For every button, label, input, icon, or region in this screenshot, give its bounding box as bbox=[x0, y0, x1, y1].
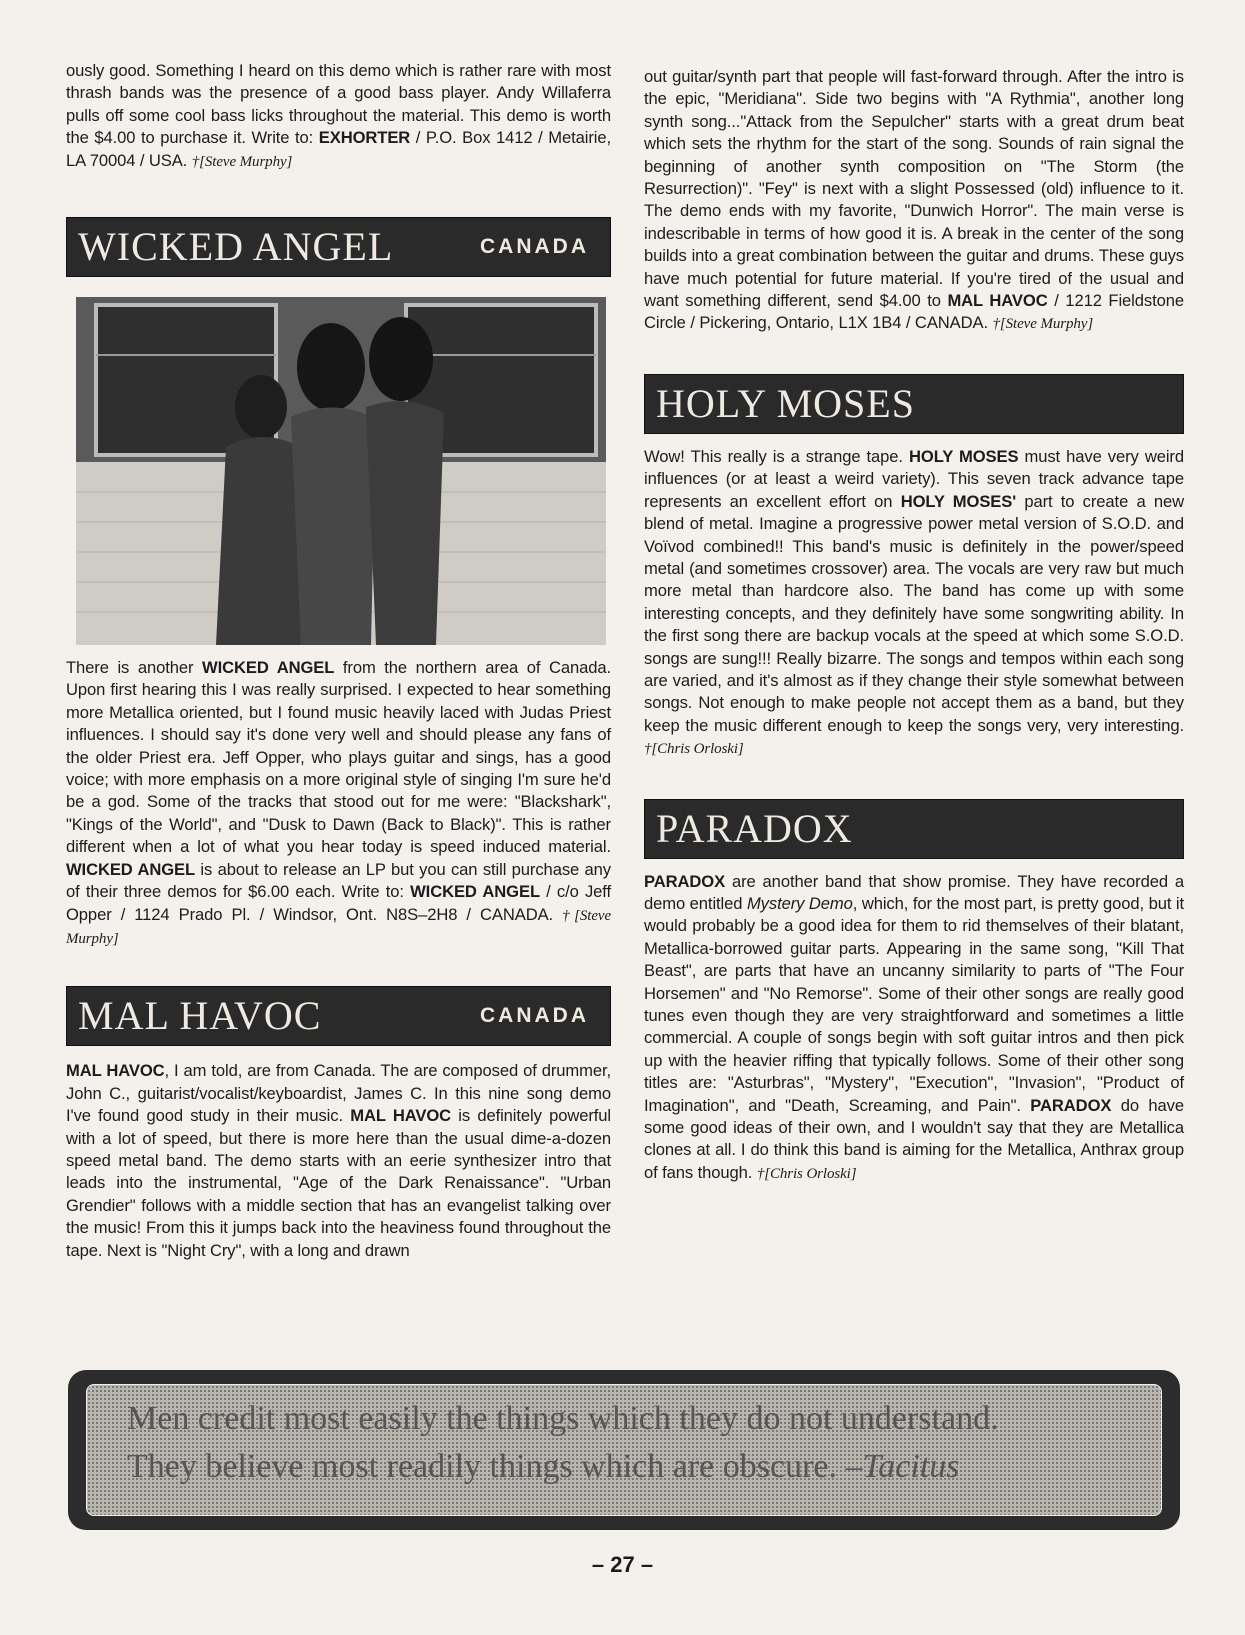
right-column bbox=[644, 66, 1184, 1185]
demo-title: Mystery Demo bbox=[746, 893, 853, 913]
band-name: MAL HAVOC bbox=[350, 1106, 452, 1126]
band-name: PARADOX bbox=[644, 871, 726, 891]
reviewer-signature: †[Steve Murphy] bbox=[191, 153, 293, 170]
quote-line-2: They believe most readily things which are obscure. –Tacitus bbox=[127, 1448, 960, 1485]
band-name: WICKED ANGEL bbox=[410, 882, 540, 902]
quote-panel bbox=[86, 1384, 1162, 1516]
section-title: MAL HAVOC bbox=[78, 993, 322, 1039]
quote-author: –Tacitus bbox=[845, 1448, 960, 1485]
reviewer-signature: †[Steve Murphy] bbox=[66, 907, 612, 947]
reviewer-signature: †[Chris Orloski] bbox=[644, 741, 744, 758]
wicked-angel-review: There is another WICKED ANGEL from the northern area of Canada. Upon first hearing this I was really surprised. I expected to hear something more Metallica oriented, but I found music heavily laced with Judas Priest influences. I should say it's done very well and should please any fans of the older Priest era. Jeff Opper, who plays guitar and sings, has a good voice; with more emphasis on a more original style of singing I'm sure he'd be a god. Some of the tracks that stood out for me were: "Blackshark", "Kings of the World", and "Dusk to Dawn (Back to Black)". This is rather different when a lot of what you hear today is speed induced material. WICKED ANGEL is about to release an LP but you can still purchase any of their three demos for $6.00 each. Write to: WICKED ANGEL / c/o Jeff Opper / 1124 Prado Pl. / Windsor, Ont. N8S–2H8 / CANADA. †[Steve Murphy] bbox=[66, 658, 612, 947]
band-name: HOLY MOSES' bbox=[900, 491, 1017, 511]
mal-havoc-review-cont: out guitar/synth part that people will fast-forward through. After the intro is the epic, "Meridiana". Side two begins with "A Rythmia", another long synth song..."Attack from the Sepulcher" starts with a great drum beat which sets the rhythm for the start of the song. Sounds of rain signal the beginning of another synth composition on "The Storm (the Resurrection)". "Fey" is next with a slight Possessed (old) influence to it. The demo ends with my favorite, "Dunwich Horror". The main verse is indescribable in terms of how good it is. A break in the center of the song builds into a great combination between the guitar and drums. These guys have much potential for future material. If you're tired of the usual and want something different, send $4.00 to MAL HAVOC / 1212 Fieldstone Circle / Pickering, Ontario, L1X 1B4 / CANADA. †[Steve Murphy] bbox=[644, 67, 1184, 333]
paradox-header bbox=[644, 799, 1184, 859]
band-name: WICKED ANGEL bbox=[66, 859, 196, 879]
exhorter-review-end: ously good. Something I heard on this demo which is rather rare with most thrash bands was the presence of a good bass player. Andy Willaferra pulls off some cool bass licks throughout the material. This demo is worth the $4.00 to purchase it. Write to: EXHORTER / P.O. Box 1412 / Metairie, LA 70004 / USA. †[Steve Murphy] bbox=[66, 61, 612, 170]
band-name: MAL HAVOC bbox=[947, 291, 1048, 311]
section-title: PARADOX bbox=[656, 805, 853, 851]
mal-havoc-review: MAL HAVOC, I am told, are from Canada. The are composed of drummer, John C., guitarist/vocalist/keyboardist, James C. In this nine song demo I've found good study in their music. MAL HAVOC is definitely powerful with a lot of speed, but there is more here than the usual dime-a-dozen speed metal band. The demo starts with an eerie synthesizer intro that leads into the instrumental, "Age of the Dark Renaissance". "Urban Grendier" follows with a middle section that has an evangelist talking over the music! From this it jumps back into the heaviness found throughout the tape. Next is "Night Cry", with a long and drawn bbox=[66, 1061, 611, 1260]
quote-text bbox=[127, 1395, 1167, 1491]
section-country: CANADA bbox=[480, 1004, 589, 1028]
section-country: CANADA bbox=[480, 235, 589, 259]
reviewer-signature: †[Chris Orloski] bbox=[756, 1165, 857, 1182]
band-name: WICKED ANGEL bbox=[202, 658, 335, 678]
paradox-review: PARADOX are another band that show promise. They have recorded a demo entitled Mystery Demo, which, for the most part, is pretty good, but it would probably be a good idea for them to rid themselves of their blatant, Metallica-borrowed guitar parts. Appearing in the same song, "Kill That Beast", are parts that have an uncanny similarity to parts of "The Four Horsemen" and "No Remorse". Some of their other songs are really good tunes even though they are very straightforward and sometimes a little commercial. A couple of songs begin with soft guitar intros and then pick up with the heavier riffing that typically follows. Some of their other song titles are: "Asturbras", "Mystery", "Execution", "Invasion", "Product of Imagination", and "Death, Screaming, and Pain". PARADOX do have some good ideas of their own, and I wouldn't say that they are Metallica clones at all. I do think this band is aiming for the Metallica, Anthrax group of fans though. †[Chris Orloski] bbox=[644, 871, 1184, 1182]
section-title: WICKED ANGEL bbox=[78, 224, 394, 270]
holy-moses-review: Wow! This really is a strange tape. HOLY MOSES must have very weird influences (or at least a weird variety). This seven track advance tape represents an excellent effort on HOLY MOSES' part to create a new blend of metal. Imagine a progressive power metal version of S.O.D. and Voïvod combined!! This band's music is definitely in the power/speed metal (and sometimes crossover) area. The vocals are very raw but much more metal than hardcore also. The band has come up with some interesting concepts, and they definitely have some songwriting ability. In the first song there are backup vocals at the speed at which some S.O.D. songs are sung!!! Really bizarre. The songs and tempos within each song are varied, and it's almost as if they change their style somewhat between songs. Not enough to make people not accept them as a band, but they keep the music different enough to keep the songs very, very interesting. †[Chris Orloski] bbox=[644, 446, 1184, 758]
band-name: HOLY MOSES bbox=[909, 446, 1019, 466]
mal-havoc-header bbox=[66, 986, 611, 1046]
band-name: MAL HAVOC bbox=[66, 1061, 165, 1081]
holy-moses-header bbox=[644, 374, 1184, 434]
page-number: – 27 – bbox=[591, 1552, 654, 1577]
band-photo-image bbox=[76, 297, 606, 645]
section-title: HOLY MOSES bbox=[656, 380, 915, 426]
band-photo bbox=[76, 297, 606, 645]
reviewer-signature: †[Steve Murphy] bbox=[992, 316, 1094, 333]
band-name: PARADOX bbox=[1030, 1095, 1112, 1115]
wicked-angel-header bbox=[66, 217, 611, 277]
band-name: EXHORTER bbox=[318, 128, 411, 148]
quote-box bbox=[68, 1370, 1180, 1530]
quote-line-1: Men credit most easily the things which they do not understand. bbox=[127, 1400, 999, 1437]
left-column bbox=[66, 60, 611, 1262]
